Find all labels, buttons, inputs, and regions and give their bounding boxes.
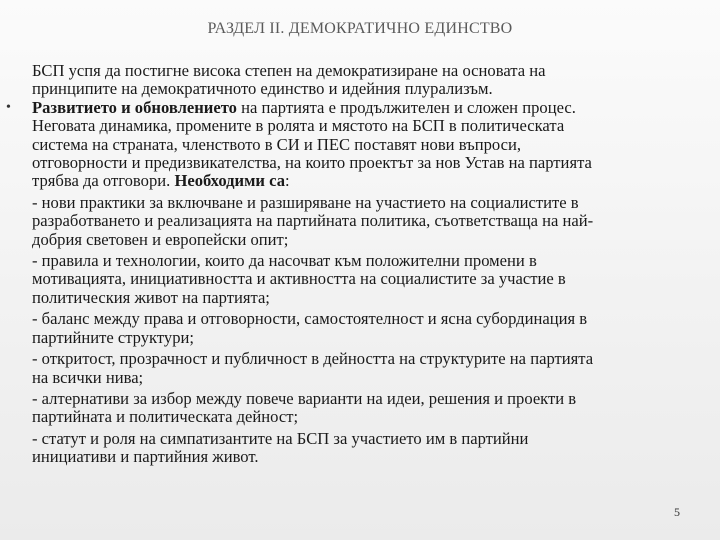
bullet-last-end: : <box>285 171 290 191</box>
list-item <box>32 310 702 347</box>
list-item <box>32 430 702 467</box>
list-item-line: добрия световен и европейски опит; <box>32 229 289 249</box>
list-item-line: партийните структури; <box>32 327 195 347</box>
list-item-line: политическия живот на партията; <box>32 287 270 307</box>
list-item-line: инициативи и партийния живот. <box>32 447 259 467</box>
list-item-line: - алтернативи за избор между повече варианти на идеи, решения и проекти в <box>32 388 577 408</box>
list-item-line: - статут и роля на симпатизантите на БСП за участието им в партийни <box>32 428 529 448</box>
list-item <box>32 194 702 249</box>
list-item-line: - нови практики за включване и разширяване на участието на социалистите в <box>32 192 579 212</box>
list-item <box>32 252 702 307</box>
list-item-line: на всички нива; <box>32 367 144 387</box>
bullet-line: отговорности и предизвикателства, на които проектът за нов Устав на партията <box>32 153 592 173</box>
list-item <box>32 390 702 427</box>
slide-title: РАЗДЕЛ II. ДЕМОКРАТИЧНО ЕДИНСТВО <box>207 20 513 37</box>
list-item-line: мотивацията, инициативността и активността на социалистите за участие в <box>32 269 566 289</box>
intro-line: принципите на демократичното единство и идейния плурализъм. <box>32 79 493 99</box>
list-item-line: - баланс между права и отговорности, самостоятелност и ясна субординация в <box>32 309 588 329</box>
list-item-line: - правила и технологии, които да насочват към положителни промени в <box>32 251 537 271</box>
bullet-last-plain: трябва да отговори. <box>32 171 175 191</box>
list-item-line: - откритост, прозрачност и публичност в дейността на структурите на партията <box>32 349 594 369</box>
bullet-lead-line <box>6 97 702 117</box>
page-number: 5 <box>674 505 680 519</box>
bullet-line: система на страната, членството в СИ и ПЕС поставят нови въпроси, <box>32 134 521 154</box>
bullet-icon: • <box>6 99 11 115</box>
list-item-line: партийната и политическата дейност; <box>32 407 299 427</box>
bullet-lead-rest: на партията е продължителен и сложен процес. <box>236 97 576 117</box>
slide-body <box>6 61 702 467</box>
bullet-line: Неговата динамика, промените в ролята и мястото на БСП в политическата <box>32 116 565 136</box>
list-item-line: разработването и реализацията на партийната политика, съответстваща на най- <box>32 211 594 231</box>
bullet-last-bold: Необходими са <box>174 171 285 191</box>
bullet-last-line <box>32 172 702 190</box>
list-item <box>32 350 702 387</box>
bullet-bold-lead: Развитието и обновлението <box>32 97 237 117</box>
intro-line: БСП успя да постигне висока степен на демократизиране на основата на <box>32 61 546 80</box>
